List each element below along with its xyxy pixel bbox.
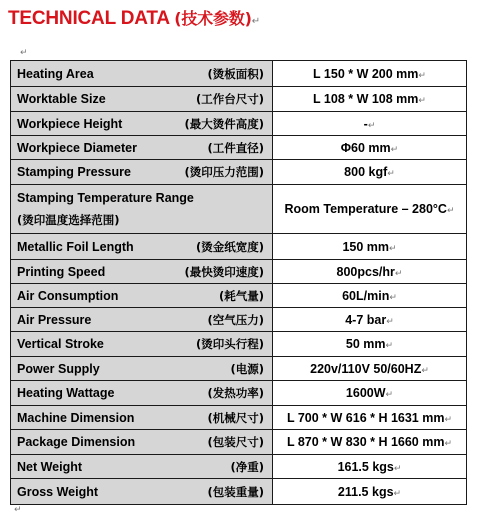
- row-label: Stamping Pressure (烫印压力范围): [11, 160, 273, 185]
- table-row: [11, 455, 467, 479]
- row-value: 220v/110V 50/60HZ↵: [273, 357, 467, 381]
- row-label: Gross Weight (包装重量): [11, 479, 273, 505]
- row-label: Heating Area (烫板面积): [11, 61, 273, 87]
- row-value: Room Temperature – 280°C↵: [273, 185, 467, 234]
- table-row: [11, 234, 467, 260]
- paragraph-mark-icon: ↵: [251, 16, 260, 27]
- paragraph-mark-icon: ↵: [20, 48, 28, 58]
- row-label: Air Consumption (耗气量): [11, 284, 273, 308]
- table-row: [11, 160, 467, 185]
- row-value: L 108 * W 108 mm↵: [273, 87, 467, 112]
- row-label: Workpiece Height (最大烫件高度): [11, 112, 273, 136]
- table-row: [11, 406, 467, 430]
- title-english: TECHNICAL DATA: [8, 8, 170, 29]
- table-row: [11, 112, 467, 136]
- row-value: 161.5 kgs↵: [273, 455, 467, 479]
- row-value: 800 kgf↵: [273, 160, 467, 185]
- table-row: [11, 185, 467, 234]
- row-value: -↵: [273, 112, 467, 136]
- row-value: 50 mm↵: [273, 332, 467, 357]
- title-chinese: (技术参数): [174, 9, 252, 28]
- table-row: [11, 308, 467, 332]
- table-row: [11, 284, 467, 308]
- table-row: [11, 61, 467, 87]
- row-label: Air Pressure (空气压力): [11, 308, 273, 332]
- table-row: [11, 430, 467, 455]
- row-value: 1600W↵: [273, 381, 467, 406]
- row-label: Metallic Foil Length (烫金纸宽度): [11, 234, 273, 260]
- row-value: 60L/min↵: [273, 284, 467, 308]
- document-title: [8, 6, 260, 30]
- table-row: [11, 479, 467, 505]
- row-value: L 870 * W 830 * H 1660 mm↵: [273, 430, 467, 455]
- table-row: [11, 136, 467, 160]
- row-value: L 150 * W 200 mm↵: [273, 61, 467, 87]
- table-row: [11, 87, 467, 112]
- row-value: 800pcs/hr↵: [273, 260, 467, 284]
- row-label: Machine Dimension (机械尺寸): [11, 406, 273, 430]
- table-row: [11, 332, 467, 357]
- row-label: Package Dimension (包装尺寸): [11, 430, 273, 455]
- row-label: Workpiece Diameter (工件直径): [11, 136, 273, 160]
- row-label: Worktable Size (工作台尺寸): [11, 87, 273, 112]
- row-label: Vertical Stroke (烫印头行程): [11, 332, 273, 357]
- row-label: Power Supply (电源): [11, 357, 273, 381]
- table-row: [11, 260, 467, 284]
- row-value: Φ60 mm↵: [273, 136, 467, 160]
- row-value: 150 mm↵: [273, 234, 467, 260]
- paragraph-mark-icon: ↵: [14, 505, 22, 515]
- row-value: L 700 * W 616 * H 1631 mm↵: [273, 406, 467, 430]
- row-label: Printing Speed (最快烫印速度): [11, 260, 273, 284]
- row-label: Stamping Temperature Range (烫印温度选择范围): [11, 185, 273, 234]
- technical-data-table: [10, 60, 467, 505]
- row-label: Heating Wattage (发热功率): [11, 381, 273, 406]
- row-value: 4-7 bar↵: [273, 308, 467, 332]
- table-row: [11, 357, 467, 381]
- row-label: Net Weight (净重): [11, 455, 273, 479]
- table-row: [11, 381, 467, 406]
- row-value: 211.5 kgs↵: [273, 479, 467, 505]
